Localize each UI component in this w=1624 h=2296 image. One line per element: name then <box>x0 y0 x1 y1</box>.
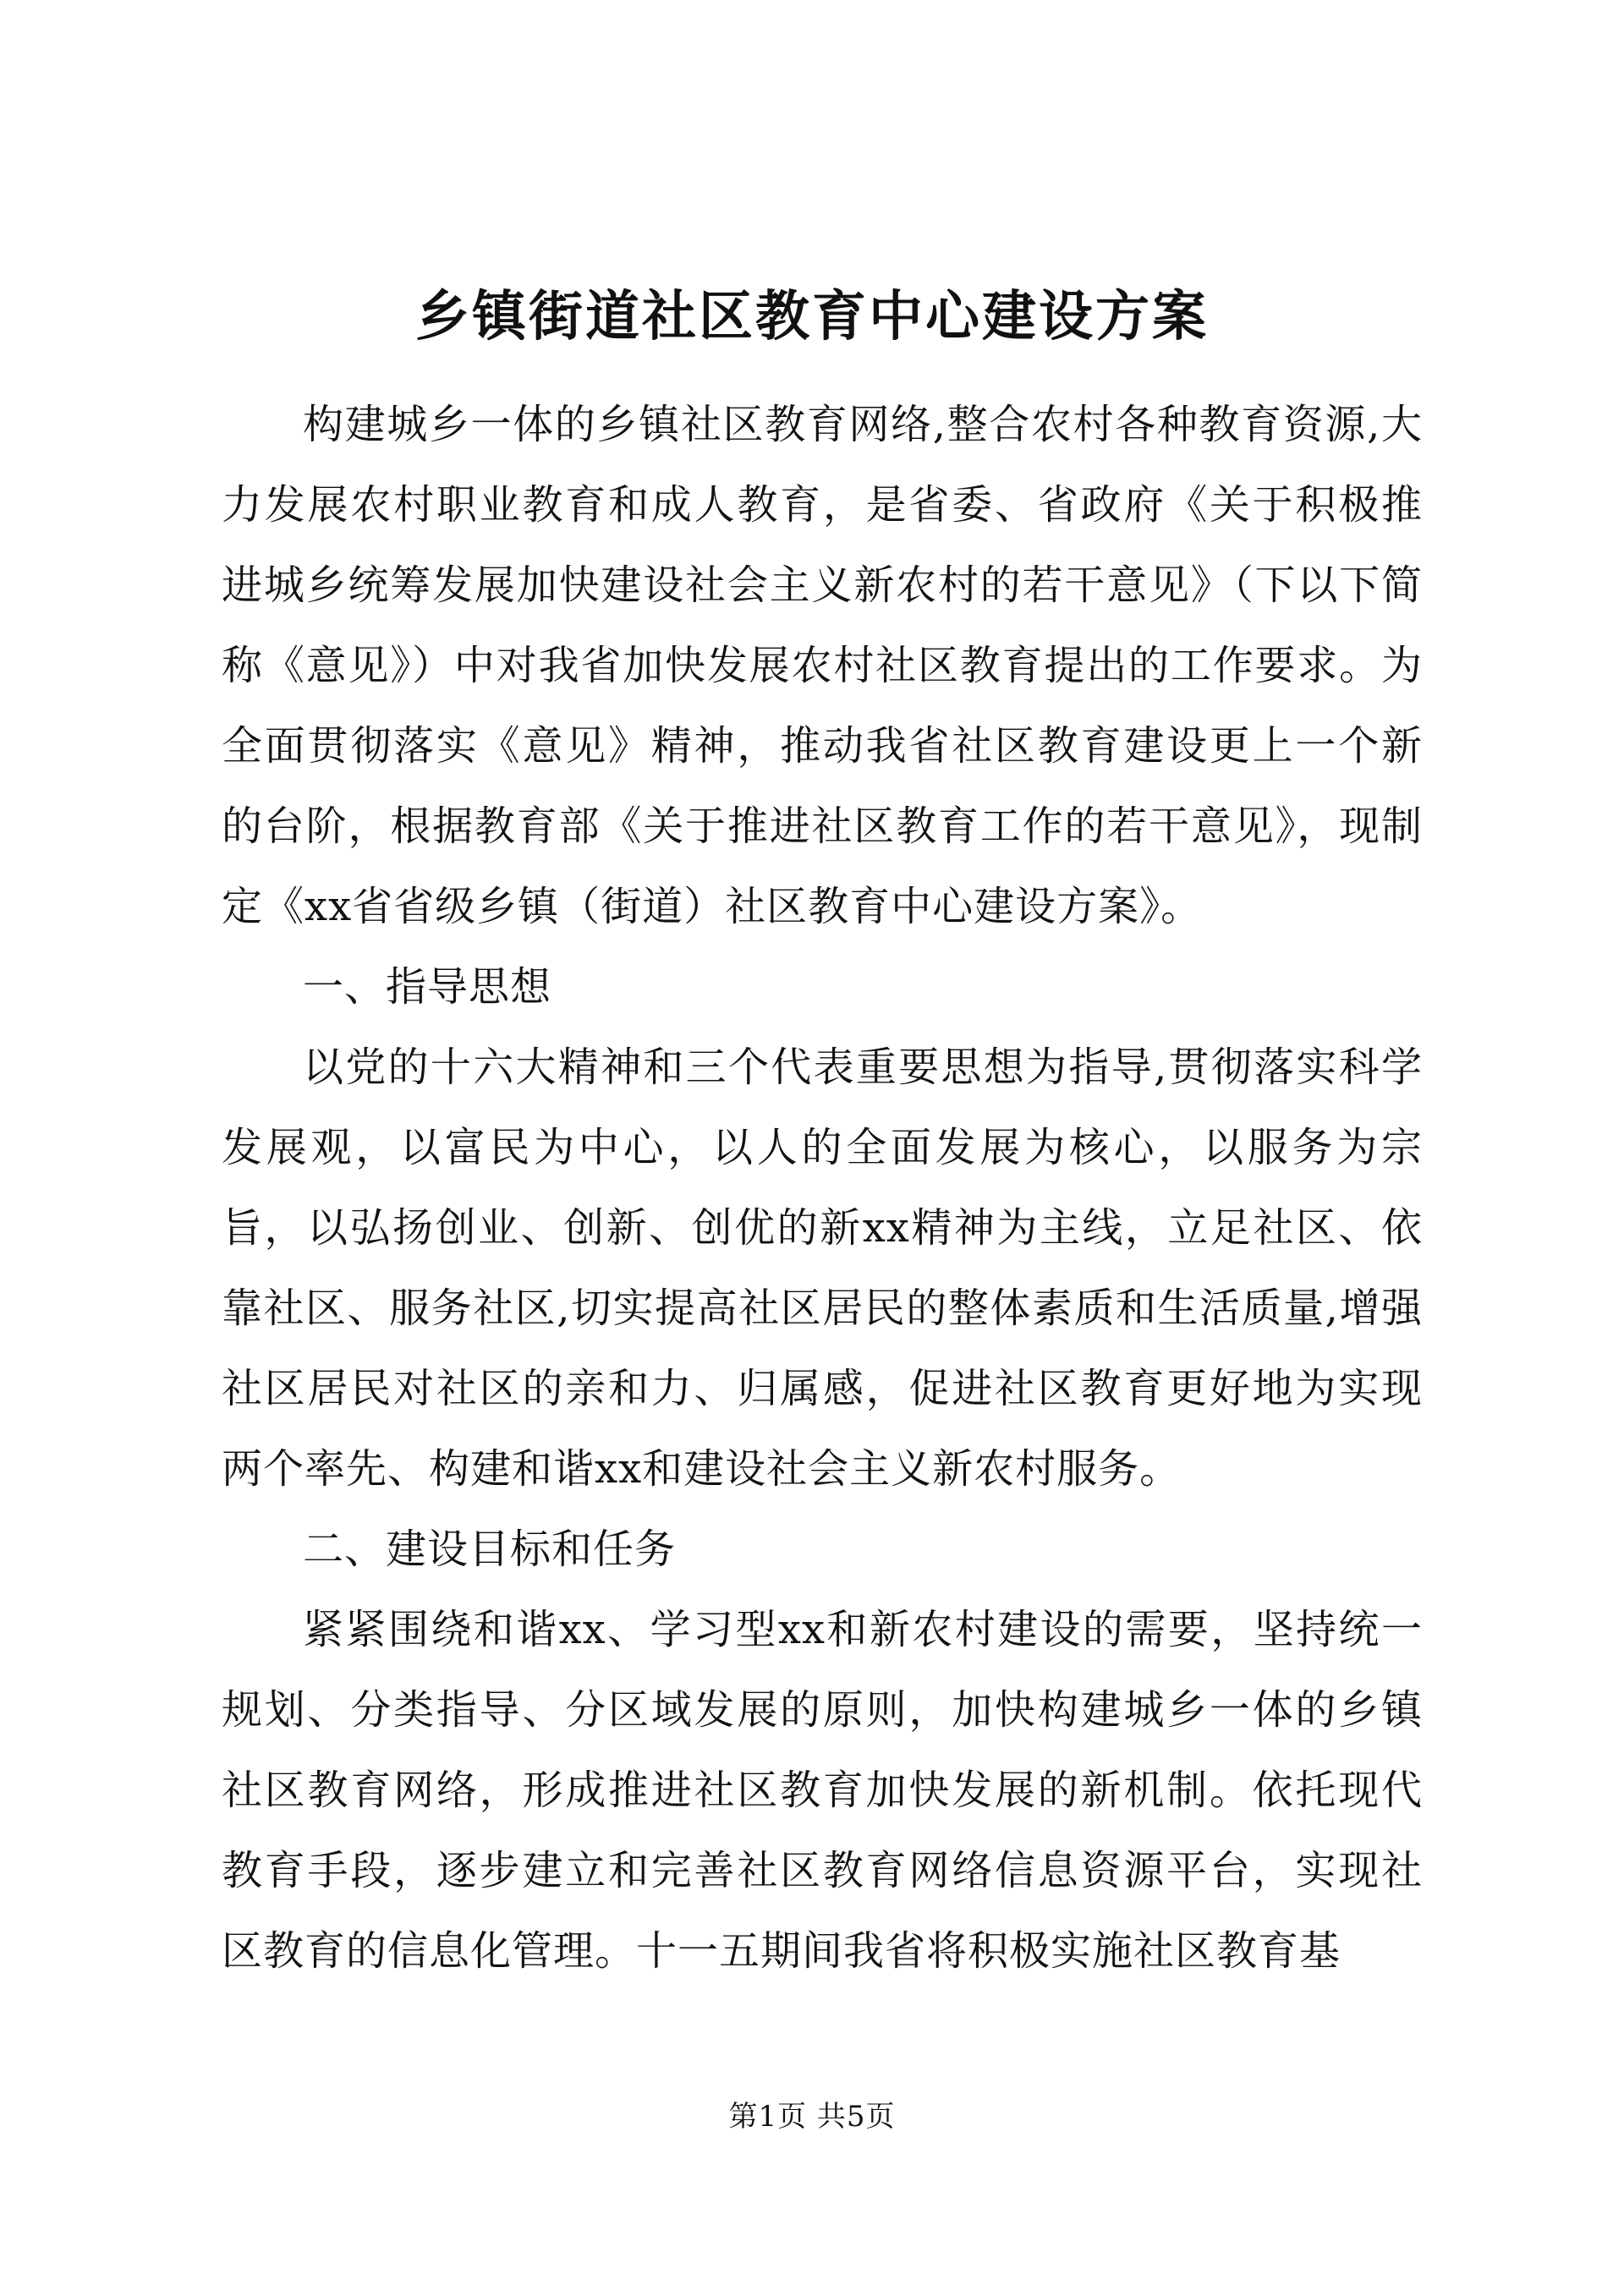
guiding-ideology-paragraph: 以党的十六大精神和三个代表重要思想为指导,贯彻落实科学发展观，以富民为中心，以人的全面发展为核心，以服务为宗旨，以弘扬创业、创新、创优的新xx精神为主线，立足社区、依靠社区、服务社区,切实提高社区居民的整体素质和生活质量,增强社区居民对社区的亲和力、归属感，促进社区教育更好地为实现两个率先、构建和谐xx和建设社会主义新农村服务。 <box>222 1044 1423 1493</box>
intro-paragraph: 构建城乡一体的乡镇社区教育网络,整合农村各种教育资源,大力发展农村职业教育和成人教育，是省委、省政府《关于积极推进城乡统筹发展加快建设社会主义新农村的若干意见》（下以下简称《意见》）中对我省加快发展农村社区教育提出的工作要求。为全面贯彻落实《意见》精神，推动我省社区教育建设更上一个新的台阶，根据教育部《关于推进社区教育工作的若干意见》，现制定《xx省省级乡镇（街道）社区教育中心建设方案》。 <box>222 401 1423 930</box>
section-heading-guiding-ideology: 一、指导思想 <box>303 963 552 1011</box>
goals-and-tasks-paragraph: 紧紧围绕和谐xx、学习型xx和新农村建设的需要，坚持统一规划、分类指导、分区域发展的原则，加快构建城乡一体的乡镇社区教育网络，形成推进社区教育加快发展的新机制。依托现代教育手段，逐步建立和完善社区教育网络信息资源平台，实现社区教育的信息化管理。十一五期间我省将积极实施社区教育基 <box>222 1606 1423 1975</box>
document-title: 乡镇街道社区教育中心建设方案 <box>415 285 1209 348</box>
section-heading-goals-and-tasks: 二、建设目标和任务 <box>303 1526 677 1573</box>
document-body <box>222 385 1423 1992</box>
page-number-footer: 第1页 共5页 <box>728 2100 896 2134</box>
